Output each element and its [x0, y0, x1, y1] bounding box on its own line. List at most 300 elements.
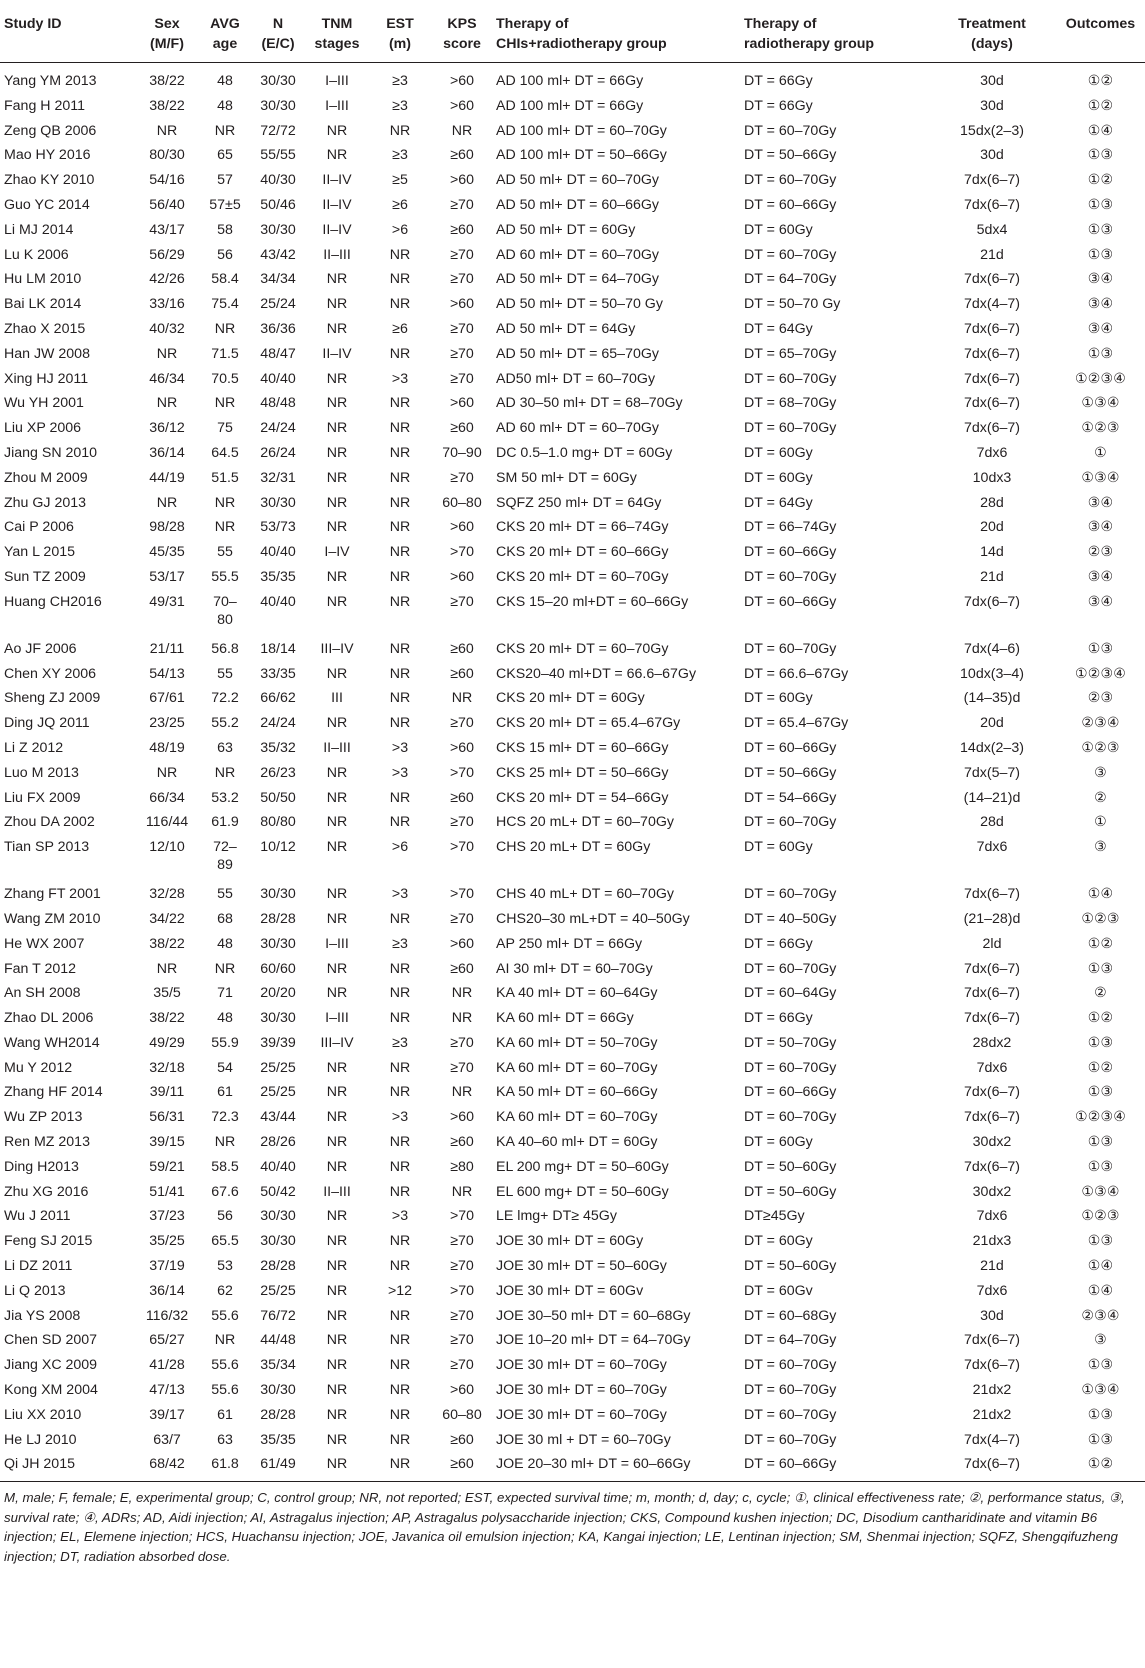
table-cell: ≥60: [450, 420, 474, 437]
table-row: [0, 711, 1145, 736]
table-cell: NR: [451, 985, 473, 1002]
table-row: [0, 416, 1145, 441]
table-cell: DT = 60–70Gy: [744, 960, 837, 977]
table-cell: II–IV: [322, 196, 352, 213]
table-cell: 30/30: [260, 1233, 296, 1250]
table-row: [0, 957, 1145, 982]
table-cell: ③④: [1087, 568, 1114, 585]
table-cell: 28dx2: [972, 1034, 1012, 1051]
table-cell: 7dx(6–7): [964, 1109, 1020, 1126]
table-cell: 57: [217, 172, 233, 189]
table-cell: II–IV: [322, 221, 352, 238]
table-cell: III–IV: [320, 1034, 354, 1051]
table-cell: 55: [217, 886, 233, 903]
column-header: [1056, 8, 1145, 63]
table-cell: NR: [326, 122, 348, 139]
table-cell: 116/32: [145, 1307, 189, 1324]
table-cell: 47/13: [149, 1382, 185, 1399]
table-cell: ②: [1094, 985, 1107, 1002]
table-cell: Li DZ 2011: [4, 1258, 73, 1275]
table-cell: EL 600 mg+ DT = 50–60Gy: [496, 1183, 669, 1200]
table-row: [0, 882, 1145, 907]
table-cell: 21dx2: [972, 1382, 1012, 1399]
table-cell: ≥70: [450, 345, 474, 362]
table-cell: DT≥45Gy: [744, 1208, 805, 1225]
table-cell: 60–80: [442, 494, 482, 511]
table-cell: 26/24: [260, 444, 296, 461]
table-body: [0, 63, 1145, 1478]
table-cell: 21d: [980, 1258, 1004, 1275]
table-cell: NR: [389, 1233, 411, 1250]
table-cell: CKS 20 ml+ DT = 60Gy: [496, 690, 645, 707]
table-cell: 40/40: [260, 593, 296, 610]
table-cell: AD 60 ml+ DT = 60–70Gy: [496, 246, 659, 263]
table-cell: >6: [391, 839, 409, 856]
table-cell: ①③: [1087, 221, 1114, 238]
table-cell: 7dx(6–7): [964, 886, 1020, 903]
table-cell: NR: [214, 519, 236, 536]
table-cell: NR: [389, 960, 411, 977]
table-cell: >60: [449, 73, 475, 89]
table-cell: ①③: [1087, 1158, 1114, 1175]
table-cell: Wang ZM 2010: [4, 910, 101, 927]
table-cell: 44/48: [260, 1332, 296, 1349]
table-cell: ①③: [1087, 1134, 1114, 1151]
table-cell: DT = 60Gy: [744, 221, 813, 238]
table-cell: DT = 60–70Gy: [744, 1431, 837, 1448]
table-cell: 7dx(6–7): [964, 593, 1020, 610]
table-cell: DT = 60–66Gy: [744, 739, 837, 756]
table-cell: DT = 68–70Gy: [744, 395, 837, 412]
table-cell: 46/34: [149, 370, 185, 387]
table-cell: Zeng QB 2006: [4, 122, 97, 139]
table-cell: 59/21: [149, 1158, 185, 1175]
table-cell: 39/15: [149, 1134, 185, 1151]
table-cell: 23/25: [149, 715, 185, 732]
table-cell: AD 50 ml+ DT = 60Gy: [496, 221, 636, 238]
table-cell: Sheng ZJ 2009: [4, 690, 101, 707]
table-row: [0, 1452, 1145, 1477]
table-cell: NR: [326, 886, 348, 903]
table-cell: NR: [389, 395, 411, 412]
table-cell: 30/30: [260, 886, 296, 903]
table-cell: >60: [449, 395, 475, 412]
table-cell: NR: [326, 1332, 348, 1349]
table-cell: >70: [449, 764, 475, 781]
table-cell: Yang YM 2013: [4, 73, 97, 89]
table-cell: II–IV: [322, 172, 352, 189]
table-cell: NR: [326, 320, 348, 337]
table-cell: 32/18: [149, 1059, 185, 1076]
table-row: [0, 1031, 1145, 1056]
table-row: [0, 267, 1145, 292]
column-header: [492, 8, 740, 63]
table-row: [0, 786, 1145, 811]
table-cell: 55.5: [211, 568, 239, 585]
table-cell: ③④: [1087, 296, 1114, 313]
table-cell: >60: [449, 172, 475, 189]
table-cell: AD 50 ml+ DT = 60–66Gy: [496, 196, 659, 213]
table-cell: ①②: [1087, 1010, 1114, 1027]
table-cell: ≥70: [450, 1332, 474, 1349]
table-cell: NR: [326, 444, 348, 461]
column-header-line1: Study ID: [4, 16, 62, 32]
table-row: [0, 932, 1145, 957]
table-cell: NR: [389, 1183, 411, 1200]
table-cell: I–III: [325, 935, 349, 952]
table-cell: 50/50: [260, 789, 296, 806]
table-cell: 37/19: [149, 1258, 185, 1275]
table-cell: 63: [217, 1431, 233, 1448]
table-cell: 58: [217, 221, 233, 238]
table-cell: DT = 60–66Gy: [744, 1456, 837, 1473]
table-row: [0, 565, 1145, 590]
table-cell: JOE 10–20 ml+ DT = 64–70Gy: [496, 1332, 691, 1349]
table-cell: Wu YH 2001: [4, 395, 84, 412]
table-row: [0, 1130, 1145, 1155]
table-cell: DC 0.5–1.0 mg+ DT = 60Gy: [496, 444, 673, 461]
table-row: [0, 761, 1145, 786]
table-footnote: M, male; F, female; E, experimental group; C, control group; NR, not reported; EST, expected survival time; m, month; d, day; c, cycle; ①, clinical effectiveness rate; ②, performance status, ③, survival rate; ④, ADRs; AD, Aidi injection; AI, Astragalus injection; AP, Astragalus polysaccharide injection; CKS, Compound kushen injection; DC, Disodium cantharidinate and vitamin B6 injection; EL, Elemene injection; HCS, Huachansu injection; JOE, Javanica oil emulsion injection; KA, Kangai injection; LE, Lentinan injection; SM, Shenmai injection; SQFZ, Shengqifuzheng injection; DT, radiation absorbed dose.: [0, 1481, 1145, 1566]
table-cell: DT = 60Gy: [744, 690, 813, 707]
table-cell: 21d: [980, 568, 1004, 585]
table-cell: 7dx(6–7): [964, 1332, 1020, 1349]
table-row: [0, 835, 1145, 882]
table-cell: DT = 50–60Gy: [744, 1158, 837, 1175]
table-cell: 56.8: [211, 640, 239, 657]
table-cell: 28/28: [260, 910, 296, 927]
table-row: [0, 1056, 1145, 1081]
table-cell: 21dx3: [972, 1233, 1012, 1250]
table-cell: 7dx6: [976, 444, 1008, 461]
table-row: [0, 1403, 1145, 1428]
table-cell: 7dx6: [976, 1208, 1008, 1225]
table-cell: ②③④: [1081, 715, 1120, 732]
table-cell: 7dx(6–7): [964, 172, 1020, 189]
table-cell: Wu ZP 2013: [4, 1109, 83, 1126]
table-cell: 40/32: [149, 320, 185, 337]
table-cell: Yan L 2015: [4, 544, 75, 561]
table-cell: 20/20: [260, 985, 296, 1002]
table-row: [0, 1105, 1145, 1130]
table-cell: 55.9: [211, 1034, 239, 1051]
table-cell: KA 60 ml+ DT = 66Gy: [496, 1010, 634, 1027]
table-cell: ①②③④: [1075, 1109, 1126, 1126]
table-cell: 48/48: [260, 395, 296, 412]
table-cell: 43/42: [260, 246, 296, 263]
table-cell: 35/25: [149, 1233, 185, 1250]
column-header-line2: (m): [388, 36, 412, 52]
table-cell: NR: [326, 715, 348, 732]
table-row: [0, 1428, 1145, 1453]
table-cell: 54: [217, 1059, 233, 1076]
table-header: [0, 8, 1145, 63]
column-header-line1: N: [272, 16, 284, 32]
table-cell: Zhao DL 2006: [4, 1010, 94, 1027]
table-cell: Jiang XC 2009: [4, 1357, 98, 1374]
table-cell: 33/35: [260, 665, 296, 682]
table-cell: 38/22: [149, 73, 185, 89]
table-cell: 36/36: [260, 320, 296, 337]
table-cell: DT = 50–70 Gy: [744, 296, 841, 313]
table-cell: ①②: [1087, 935, 1114, 952]
table-cell: ①: [1094, 814, 1107, 831]
table-cell: NR: [389, 444, 411, 461]
table-cell: NR: [326, 420, 348, 437]
table-cell: SM 50 ml+ DT = 60Gy: [496, 469, 637, 486]
table-row: [0, 686, 1145, 711]
table-cell: NR: [214, 1332, 236, 1349]
table-cell: ①②: [1087, 172, 1114, 189]
table-cell: ≥60: [450, 960, 474, 977]
table-row: [0, 143, 1145, 168]
table-cell: NR: [326, 147, 348, 164]
table-cell: 55: [217, 665, 233, 682]
table-cell: DT = 65.4–67Gy: [744, 715, 849, 732]
table-cell: NR: [389, 1431, 411, 1448]
table-cell: 56: [217, 1208, 233, 1225]
table-cell: 30/30: [260, 1208, 296, 1225]
table-cell: NR: [389, 345, 411, 362]
table-cell: 62: [217, 1282, 233, 1299]
table-cell: Xing HJ 2011: [4, 370, 89, 387]
table-cell: ≥70: [450, 469, 474, 486]
table-row: [0, 810, 1145, 835]
table-cell: AD 50 ml+ DT = 50–70 Gy: [496, 296, 663, 313]
table-cell: 35/35: [260, 568, 296, 585]
column-header-line2: CHIs+radiotherapy group: [496, 36, 667, 52]
table-cell: 28/28: [260, 1258, 296, 1275]
table-cell: 55.6: [211, 1382, 239, 1399]
table-cell: 35/5: [153, 985, 181, 1002]
table-cell: DT = 60–70Gy: [744, 370, 837, 387]
table-cell: JOE 30–50 ml+ DT = 60–68Gy: [496, 1307, 691, 1324]
table-cell: 30dx2: [972, 1134, 1012, 1151]
table-cell: HCS 20 mL+ DT = 60–70Gy: [496, 814, 674, 831]
table-cell: ①③: [1087, 196, 1114, 213]
table-cell: NR: [326, 494, 348, 511]
table-cell: NR: [156, 122, 178, 139]
table-cell: 45/35: [149, 544, 185, 561]
table-cell: SQFZ 250 ml+ DT = 64Gy: [496, 494, 662, 511]
column-header: [368, 8, 432, 63]
table-cell: NR: [389, 544, 411, 561]
table-cell: DT = 50–60Gy: [744, 1183, 837, 1200]
table-cell: 5dx4: [976, 221, 1008, 238]
table-cell: NR: [214, 494, 236, 511]
table-cell: (21–28)d: [963, 910, 1021, 927]
table-cell: NR: [326, 296, 348, 313]
table-row: [0, 981, 1145, 1006]
table-cell: 76/72: [260, 1307, 296, 1324]
table-cell: 66/62: [260, 690, 296, 707]
table-cell: Lu K 2006: [4, 246, 69, 263]
table-cell: 24/24: [260, 715, 296, 732]
study-characteristics-table: [0, 8, 1145, 1477]
table-cell: 56: [217, 246, 233, 263]
table-cell: NR: [389, 665, 411, 682]
table-cell: 61/49: [260, 1456, 296, 1473]
table-cell: ≥70: [450, 246, 474, 263]
table-cell: Zhao KY 2010: [4, 172, 95, 189]
table-cell: CKS 25 ml+ DT = 50–66Gy: [496, 764, 669, 781]
table-cell: 70– 80: [213, 593, 237, 628]
table-cell: 60/60: [260, 960, 296, 977]
table-cell: 56/31: [149, 1109, 185, 1126]
table-row: [0, 1180, 1145, 1205]
table-cell: Liu XX 2010: [4, 1406, 82, 1423]
table-cell: 49/31: [149, 593, 185, 610]
table-cell: 30d: [980, 97, 1004, 114]
table-cell: ≥60: [450, 221, 474, 238]
table-row: [0, 1155, 1145, 1180]
table-row: [0, 540, 1145, 565]
table-cell: 2ld: [982, 935, 1002, 952]
table-cell: KA 40–60 ml+ DT = 60Gy: [496, 1134, 658, 1151]
table-row: [0, 1080, 1145, 1105]
table-cell: 58.4: [211, 271, 239, 288]
table-cell: KA 50 ml+ DT = 60–66Gy: [496, 1084, 658, 1101]
table-cell: 28/26: [260, 1134, 296, 1151]
table-cell: NR: [326, 519, 348, 536]
table-cell: 48: [217, 1010, 233, 1027]
table-cell: 26/23: [260, 764, 296, 781]
table-cell: 7dx(6–7): [964, 960, 1020, 977]
table-cell: NR: [389, 1158, 411, 1175]
table-cell: Li Z 2012: [4, 739, 64, 756]
table-cell: NR: [214, 960, 236, 977]
table-cell: 43/17: [149, 221, 185, 238]
table-cell: ≥70: [450, 814, 474, 831]
table-cell: CKS 15–20 ml+DT = 60–66Gy: [496, 593, 689, 610]
table-cell: NR: [389, 420, 411, 437]
table-cell: 70–90: [442, 444, 482, 461]
table-cell: 35/32: [260, 739, 296, 756]
table-cell: AD 100 ml+ DT = 60–70Gy: [496, 122, 667, 139]
table-cell: CKS 20 ml+ DT = 60–66Gy: [496, 544, 669, 561]
table-cell: NR: [389, 519, 411, 536]
table-cell: 75: [217, 420, 233, 437]
table-cell: ≥70: [450, 271, 474, 288]
table-cell: Chen XY 2006: [4, 665, 97, 682]
table-cell: 67.6: [211, 1183, 239, 1200]
table-cell: AD 30–50 ml+ DT = 68–70Gy: [496, 395, 683, 412]
table-cell: 20d: [980, 519, 1004, 536]
table-cell: NR: [389, 1357, 411, 1374]
table-cell: 72/72: [260, 122, 296, 139]
table-cell: 61.9: [211, 814, 239, 831]
table-cell: 30/30: [260, 1382, 296, 1399]
table-cell: Wang WH2014: [4, 1034, 100, 1051]
table-cell: 63/7: [153, 1431, 181, 1448]
table-cell: AD 50 ml+ DT = 64–70Gy: [496, 271, 659, 288]
table-cell: 71: [217, 985, 233, 1002]
table-cell: DT = 64–70Gy: [744, 271, 837, 288]
table-cell: ①②③: [1081, 910, 1120, 927]
table-cell: 30d: [980, 147, 1004, 164]
table-cell: 30/30: [260, 1010, 296, 1027]
column-header-line2: (E/C): [261, 36, 295, 52]
table-cell: >3: [391, 886, 409, 903]
table-cell: ≥60: [450, 640, 474, 657]
table-cell: (14–21)d: [963, 789, 1021, 806]
table-cell: NR: [389, 1406, 411, 1423]
table-cell: DT = 60–70Gy: [744, 1406, 837, 1423]
table-cell: ①③: [1087, 147, 1114, 164]
table-cell: 15dx(2–3): [960, 122, 1024, 139]
table-cell: DT = 60–70Gy: [744, 1382, 837, 1399]
table-row: [0, 590, 1145, 637]
table-cell: ①: [1094, 444, 1107, 461]
table-cell: ①②: [1087, 1059, 1114, 1076]
table-cell: 55.6: [211, 1357, 239, 1374]
column-header-line1: EST: [386, 16, 414, 32]
table-cell: 20d: [980, 715, 1004, 732]
table-cell: CKS 20 ml+ DT = 60–70Gy: [496, 640, 669, 657]
table-cell: DT = 60Gv: [744, 1282, 813, 1299]
table-cell: Li Q 2013: [4, 1282, 66, 1299]
table-cell: ①③: [1087, 960, 1114, 977]
table-cell: 38/22: [149, 1010, 185, 1027]
table-cell: 51/41: [149, 1183, 185, 1200]
table-cell: NR: [389, 640, 411, 657]
table-cell: ≥70: [450, 1059, 474, 1076]
table-cell: I–III: [325, 73, 349, 89]
table-cell: ①②③: [1081, 1208, 1120, 1225]
table-cell: 28/28: [260, 1406, 296, 1423]
table-cell: 48: [217, 73, 233, 89]
table-cell: 30/30: [260, 221, 296, 238]
table-cell: >70: [449, 1282, 475, 1299]
table-cell: NR: [156, 345, 178, 362]
table-cell: NR: [326, 985, 348, 1002]
column-header-line1: Sex: [154, 16, 180, 32]
table-cell: ③④: [1087, 494, 1114, 511]
table-cell: >60: [449, 97, 475, 114]
table-cell: ③④: [1087, 593, 1114, 610]
table-cell: NR: [389, 789, 411, 806]
table-row: [0, 1378, 1145, 1403]
table-cell: 10dx(3–4): [960, 665, 1024, 682]
table-cell: 40/30: [260, 172, 296, 189]
table-cell: >70: [449, 839, 475, 856]
table-cell: 25/25: [260, 1059, 296, 1076]
column-header-line2: score: [443, 36, 481, 52]
table-row: [0, 1204, 1145, 1229]
table-cell: DT = 60–70Gy: [744, 1357, 837, 1374]
table-cell: Han JW 2008: [4, 345, 90, 362]
table-row: [0, 119, 1145, 144]
table-cell: 65: [217, 147, 233, 164]
table-cell: NR: [389, 1258, 411, 1275]
table-cell: 50/42: [260, 1183, 296, 1200]
table-cell: >6: [391, 221, 409, 238]
table-cell: 116/44: [145, 814, 189, 831]
table-cell: DT = 60Gy: [744, 469, 813, 486]
table-cell: Ding H2013: [4, 1158, 79, 1175]
table-cell: Bai LK 2014: [4, 296, 82, 313]
column-header: [0, 8, 134, 63]
table-cell: >3: [391, 1208, 409, 1225]
table-cell: NR: [326, 1307, 348, 1324]
table-cell: NR: [326, 910, 348, 927]
column-header: [928, 8, 1056, 63]
table-cell: DT = 64–70Gy: [744, 1332, 837, 1349]
table-cell: ③④: [1087, 320, 1114, 337]
table-cell: 64.5: [211, 444, 239, 461]
table-cell: 68: [217, 910, 233, 927]
table-cell: 36/12: [149, 420, 185, 437]
